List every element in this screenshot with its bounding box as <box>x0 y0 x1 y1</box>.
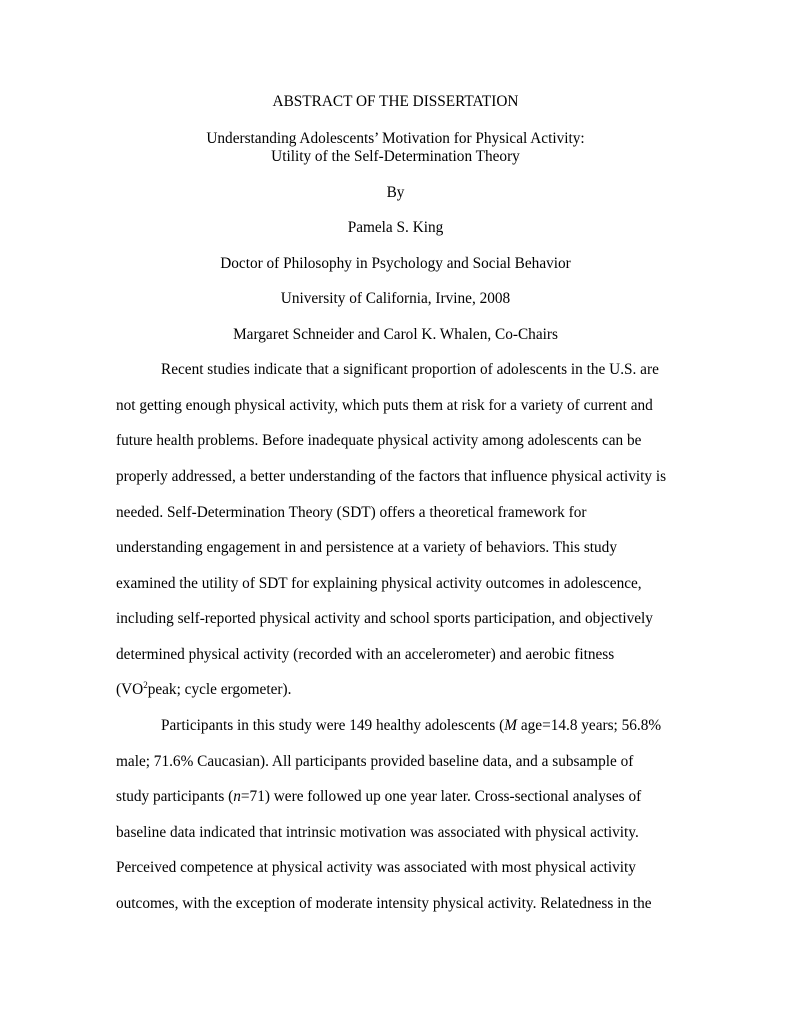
institution: University of California, Irvine, 2008 <box>280 290 511 307</box>
paragraph-line: determined physical activity (recorded with an accelerometer) and aerobic fitness <box>116 646 615 663</box>
text-fragment: (VO <box>116 681 144 698</box>
degree: Doctor of Philosophy in Psychology and Social Behavior <box>220 255 571 272</box>
paragraph-line: future health problems. Before inadequate physical activity among adolescents can be <box>116 432 642 449</box>
text-fragment: study participants ( <box>116 788 234 805</box>
text-fragment: peak; cycle ergometer). <box>147 681 292 698</box>
title-line-1: Understanding Adolescents’ Motivation for Physical Activity: <box>206 130 585 147</box>
author-name: Pamela S. King <box>347 219 444 236</box>
italic-symbol: n <box>233 788 241 805</box>
superscript: 2 <box>143 680 148 690</box>
text-fragment: =71) were followed up one year later. Cross-sectional analyses of <box>240 788 642 805</box>
paragraph-line: Perceived competence at physical activity was associated with most physical activity <box>116 859 636 876</box>
paragraph-line: including self-reported physical activity and school sports participation, and objectively <box>116 610 653 627</box>
paragraph-line: outcomes, with the exception of moderate intensity physical activity. Relatedness in the <box>116 895 652 912</box>
paragraph-line: understanding engagement in and persistence at a variety of behaviors. This study <box>116 539 617 556</box>
co-chairs: Margaret Schneider and Carol K. Whalen, Co-Chairs <box>233 326 558 343</box>
text-fragment: age=14.8 years; 56.8% <box>517 717 662 734</box>
text-fragment: Participants in this study were 149 healthy adolescents ( <box>161 717 505 734</box>
title-line-2: Utility of the Self-Determination Theory <box>271 148 520 165</box>
paragraph-line: male; 71.6% Caucasian). All participants provided baseline data, and a subsample of <box>116 753 634 770</box>
paragraph-line: not getting enough physical activity, which puts them at risk for a variety of current and <box>116 397 653 414</box>
paragraph-line: Recent studies indicate that a significant proportion of adolescents in the U.S. are <box>161 361 659 378</box>
paragraph-line <box>116 681 291 699</box>
italic-symbol: M <box>504 717 518 734</box>
by-label: By <box>386 184 405 201</box>
paragraph-line <box>161 717 661 735</box>
paragraph-line: needed. Self-Determination Theory (SDT) offers a theoretical framework for <box>116 504 587 521</box>
paragraph-line: properly addressed, a better understanding of the factors that influence physical activity is <box>116 468 667 485</box>
paragraph-line: examined the utility of SDT for explaining physical activity outcomes in adolescence, <box>116 575 642 592</box>
abstract-heading: ABSTRACT OF THE DISSERTATION <box>272 93 519 110</box>
paragraph-line <box>116 788 641 806</box>
paragraph-line: baseline data indicated that intrinsic motivation was associated with physical activity. <box>116 824 639 841</box>
